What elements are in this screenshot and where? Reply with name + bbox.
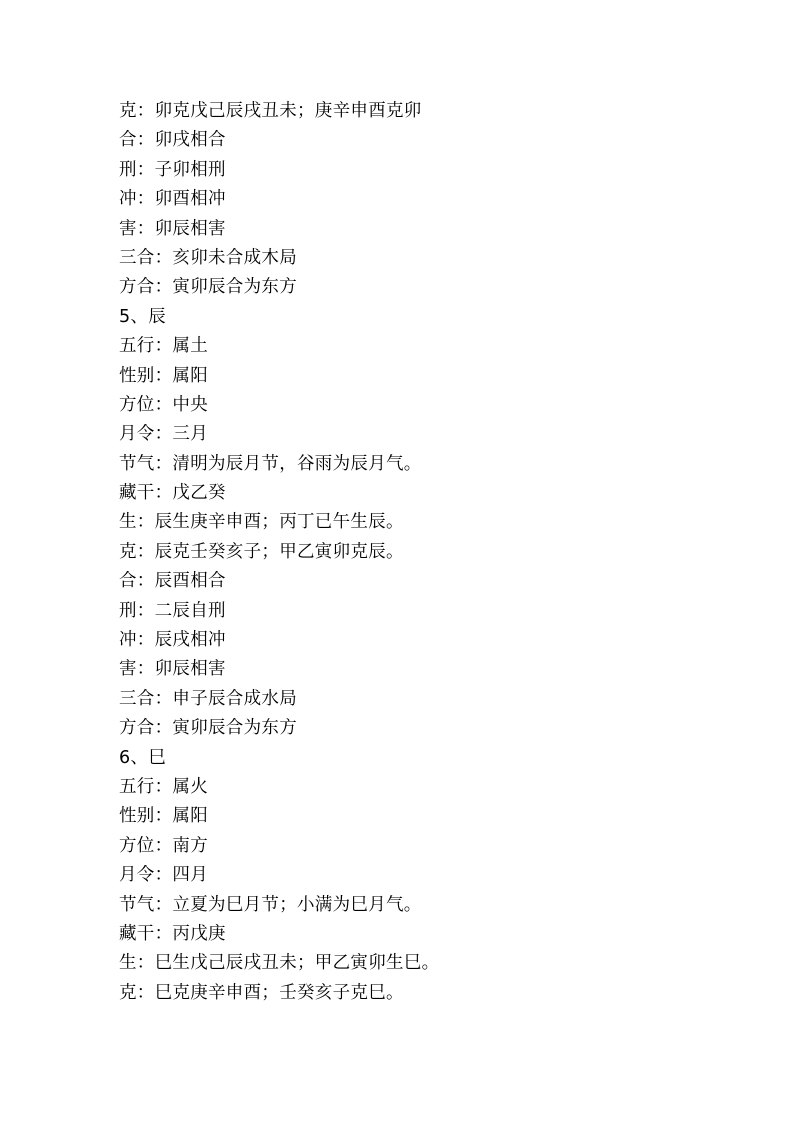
text-line: 方位：南方 — [119, 835, 208, 856]
text-line: 刑：子卯相刑 — [119, 159, 226, 180]
text-line: 方合：寅卯辰合为东方 — [119, 718, 297, 739]
text-line: 冲：辰戌相冲 — [119, 630, 226, 651]
text-line: 三合：亥卯未合成木局 — [119, 247, 297, 268]
text-line: 克：巳克庚辛申酉；壬癸亥子克巳。 — [119, 982, 404, 1003]
text-line: 方位：中央 — [119, 394, 208, 415]
text-line: 害：卯辰相害 — [119, 218, 226, 239]
text-line: 方合：寅卯辰合为东方 — [119, 277, 297, 298]
text-line: 性别：属阳 — [119, 365, 208, 386]
text-line: 藏干：戊乙癸 — [119, 483, 226, 504]
text-line: 五行：属土 — [119, 336, 208, 357]
text-line: 合：辰酉相合 — [119, 571, 226, 592]
text-line: 月令：三月 — [119, 424, 208, 445]
text-line: 藏干：丙戊庚 — [119, 923, 226, 944]
text-line: 节气：立夏为巳月节；小满为巳月气。 — [119, 894, 422, 915]
text-line: 五行：属火 — [119, 776, 208, 797]
text-line: 害：卯辰相害 — [119, 659, 226, 680]
text-line: 月令：四月 — [119, 865, 208, 886]
section-heading: 6、巳 — [119, 747, 167, 768]
section-heading: 5、辰 — [119, 306, 167, 327]
text-line: 冲：卯酉相冲 — [119, 189, 226, 210]
text-line: 克：卯克戊己辰戌丑未；庚辛申酉克卯 — [119, 101, 422, 121]
text-line: 克：辰克壬癸亥子；甲乙寅卯克辰。 — [119, 541, 404, 562]
text-line: 节气：清明为辰月节，谷雨为辰月气。 — [119, 453, 422, 474]
text-line: 三合：申子辰合成水局 — [119, 688, 297, 709]
document-body — [119, 97, 719, 1008]
text-line: 性别：属阳 — [119, 806, 208, 827]
text-line: 合：卯戌相合 — [119, 130, 226, 151]
text-line: 刑：二辰自刑 — [119, 600, 226, 621]
text-line: 生：巳生戊己辰戌丑未；甲乙寅卯生巳。 — [119, 953, 440, 974]
text-line: 生：辰生庚辛申酉；丙丁已午生辰。 — [119, 512, 404, 533]
